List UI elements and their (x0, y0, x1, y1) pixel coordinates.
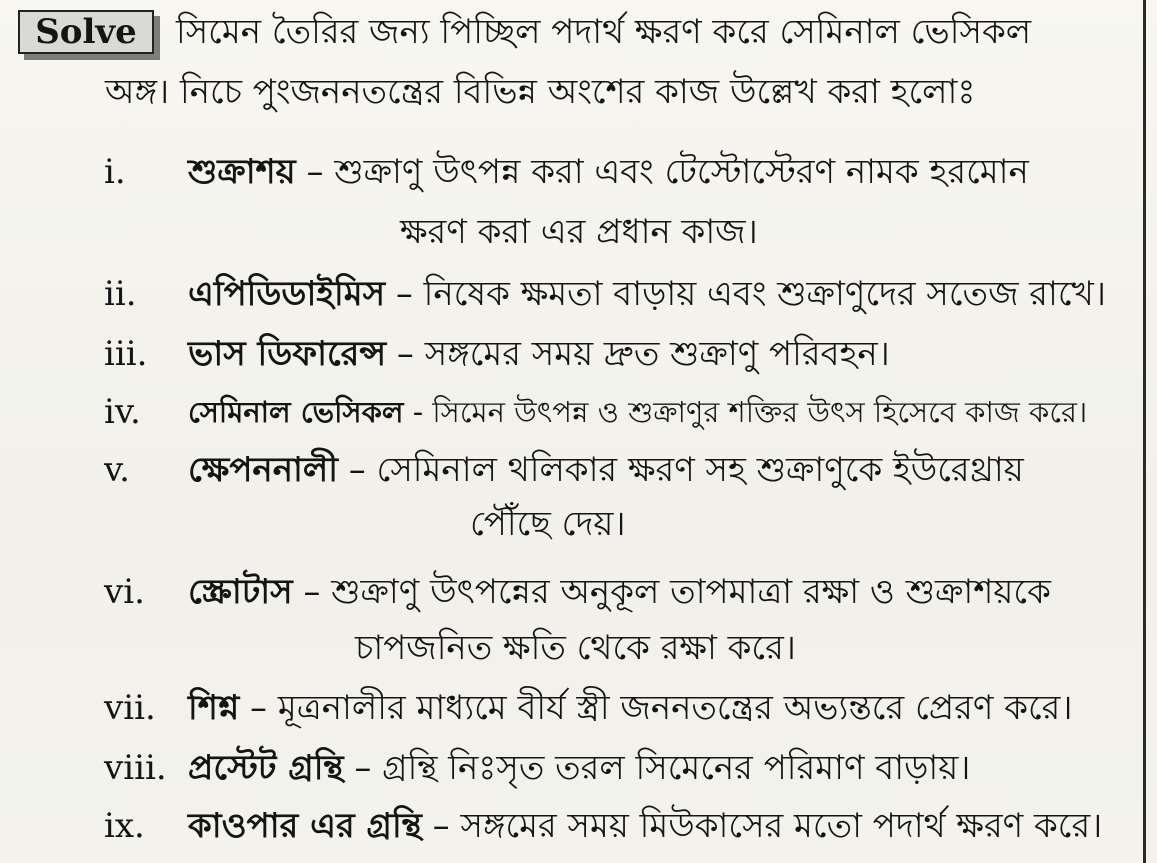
item-term: ভাস ডিফারেন্স (188, 334, 387, 374)
solve-label: Solve (18, 10, 154, 54)
item-number: vi. (104, 572, 145, 612)
item-term: স্ক্রোটাস (188, 572, 293, 612)
item-continuation: চাপজনিত ক্ষতি থেকে রক্ষা করে। (355, 628, 796, 668)
item-continuation: ক্ষরণ করা এর প্রধান কাজ। (400, 212, 758, 252)
solve-badge (18, 10, 160, 60)
item-term: এপিডিডাইমিস (188, 274, 386, 314)
item-text: – সঙ্গমের সময় মিউকাসের মতো পদার্থ ক্ষরণ করে। (421, 806, 1103, 846)
list-item (188, 746, 970, 790)
item-number: ii. (104, 274, 137, 314)
item-term: শুক্রাশয় (188, 152, 296, 192)
list-item (188, 804, 1102, 848)
item-number: iii. (104, 334, 148, 374)
item-number: viii. (104, 748, 167, 788)
item-number: vii. (104, 688, 156, 728)
item-text: – সঙ্গমের সময় দ্রুত শুক্রাণু পরিবহন। (386, 334, 890, 374)
list-item (188, 390, 1087, 434)
item-term: প্রস্টেট গ্রন্থি (188, 748, 344, 788)
item-continuation: পৌঁছে দেয়। (470, 504, 626, 544)
item-text: – মূত্রনালীর মাধ্যমে বীর্য স্ত্রী জননতন্ত্রের অভ্যন্তরে প্রেরণ করে। (239, 688, 1073, 728)
list-item (188, 686, 1073, 730)
item-number: ix. (104, 806, 145, 846)
item-term: সেমিনাল ভেসিকল (188, 395, 404, 429)
item-term: শিশ্ন (188, 688, 240, 728)
item-text: – শুক্রাণু উৎপন্নের অনুকূল তাপমাত্রা রক্ষা ও শুক্রাশয়কে (292, 572, 1051, 612)
item-term: কাওপার এর গ্রন্থি (188, 806, 422, 846)
item-term: ক্ষেপননালী (188, 450, 338, 490)
item-text: – সেমিনাল থলিকার ক্ষরণ সহ শুক্রাণুকে ইউরেথ্রায় (337, 450, 1024, 490)
item-text: - সিমেন উৎপন্ন ও শুক্রাণুর শক্তির উৎস হিসেবে কাজ করে। (403, 395, 1088, 429)
intro-line-2: অঙ্গ। নিচে পুংজননতন্ত্রের বিভিন্ন অংশের কাজ উল্লেখ করা হলোঃ (105, 72, 976, 112)
list-item (188, 448, 1024, 492)
item-number: v. (104, 450, 130, 490)
list-item (188, 570, 1051, 614)
item-number: iv. (104, 392, 141, 432)
list-item (188, 150, 1029, 194)
list-item (188, 332, 890, 376)
item-text: – গ্রন্থি নিঃসৃত তরল সিমেনের পরিমাণ বাড়ায়। (343, 748, 971, 788)
item-text: – শুক্রাণু উৎপন্ন করা এবং টেস্টোস্টেরণ নামক হরমোন (295, 152, 1029, 192)
right-border-rule (1143, 0, 1146, 863)
item-text: – নিষেক ক্ষমতা বাড়ায় এবং শুক্রাণুদের সতেজ রাখে। (385, 274, 1107, 314)
intro-line-1: সিমেন তৈরির জন্য পিচ্ছিল পদার্থ ক্ষরণ করে সেমিনাল ভেসিকল (176, 12, 1032, 52)
list-item (188, 272, 1106, 316)
item-number: i. (104, 152, 126, 192)
